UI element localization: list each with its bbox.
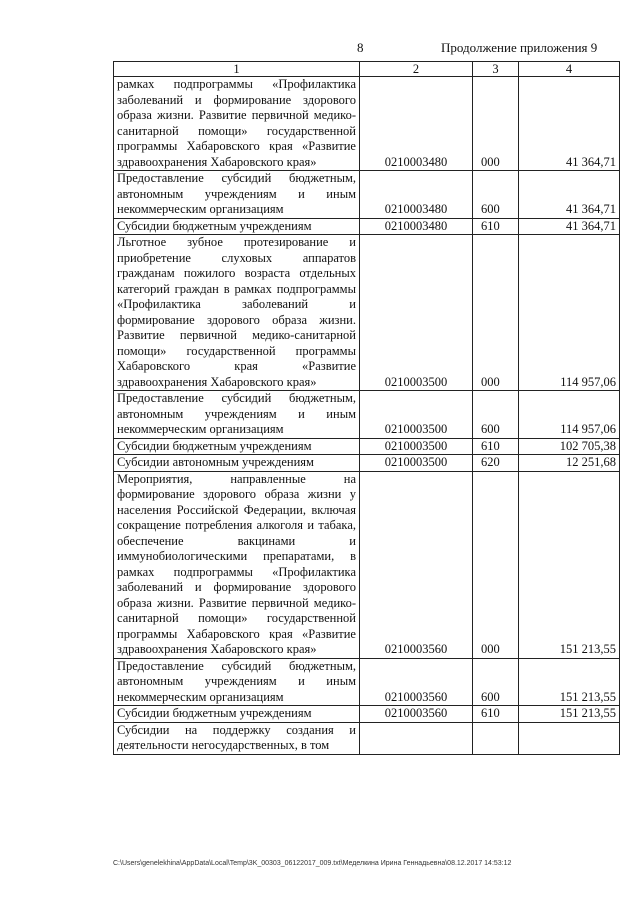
row-code bbox=[360, 722, 473, 754]
row-name: Предоставление субсидий бюджетным, автономным учреждениям и иным некоммерческим организациям bbox=[114, 391, 360, 439]
row-vr: 610 bbox=[473, 706, 519, 723]
table-row bbox=[114, 218, 620, 235]
row-name: Мероприятия, направленные на формирование здорового образа жизни у населения Российской Федерации, включая сокращение потребления алкоголя и табака, обеспечение вакцинами и иммунобиологическими препаратами, в рамках подпрограммы «Профилактика заболеваний и формирование здорового образа жизни. Развитие первичной медико-санитарной помощи» государственной программы Хабаровского края «Развитие здравоохранения Хабаровского края» bbox=[114, 471, 360, 658]
row-vr: 610 bbox=[473, 218, 519, 235]
row-vr: 000 bbox=[473, 471, 519, 658]
row-amount: 102 705,38 bbox=[519, 438, 620, 455]
row-amount: 151 213,55 bbox=[519, 706, 620, 723]
row-name: Субсидии автономным учреждениям bbox=[114, 455, 360, 472]
table-row bbox=[114, 171, 620, 219]
row-name: Субсидии на поддержку создания и деятельности негосударственных, в том bbox=[114, 722, 360, 754]
table-row bbox=[114, 471, 620, 658]
table-row bbox=[114, 391, 620, 439]
row-amount: 12 251,68 bbox=[519, 455, 620, 472]
column-header-2: 2 bbox=[360, 62, 473, 77]
row-amount: 41 364,71 bbox=[519, 77, 620, 171]
table-row bbox=[114, 658, 620, 706]
row-vr: 600 bbox=[473, 658, 519, 706]
column-header-1: 1 bbox=[114, 62, 360, 77]
row-name: Предоставление субсидий бюджетным, автономным учреждениям и иным некоммерческим организациям bbox=[114, 658, 360, 706]
row-name: Субсидии бюджетным учреждениям bbox=[114, 706, 360, 723]
row-amount: 41 364,71 bbox=[519, 218, 620, 235]
row-name: Льготное зубное протезирование и приобретение слуховых аппаратов гражданам пожилого возраста отдельных категорий граждан в рамках подпрограммы «Профилактика заболеваний и формирование здорового образа жизни. Развитие первичной медико-санитарной помощи» государственной программы Хабаровского края «Развитие здравоохранения Хабаровского края» bbox=[114, 235, 360, 391]
row-name: Субсидии бюджетным учреждениям bbox=[114, 218, 360, 235]
row-name: рамках подпрограммы «Профилактика заболеваний и формирование здорового образа жизни. Развитие первичной медико-санитарной помощи» государственной программы Хабаровского края «Развитие здравоохранения Хабаровского края» bbox=[114, 77, 360, 171]
table-row bbox=[114, 235, 620, 391]
row-vr: 610 bbox=[473, 438, 519, 455]
row-name: Субсидии бюджетным учреждениям bbox=[114, 438, 360, 455]
table-row bbox=[114, 77, 620, 171]
table-row bbox=[114, 706, 620, 723]
table-row bbox=[114, 438, 620, 455]
row-code: 0210003480 bbox=[360, 218, 473, 235]
row-code: 0210003480 bbox=[360, 171, 473, 219]
row-code: 0210003500 bbox=[360, 391, 473, 439]
row-code: 0210003560 bbox=[360, 706, 473, 723]
budget-table bbox=[113, 61, 620, 755]
table-header-row bbox=[114, 62, 620, 77]
table-row bbox=[114, 455, 620, 472]
row-amount: 114 957,06 bbox=[519, 391, 620, 439]
row-amount: 41 364,71 bbox=[519, 171, 620, 219]
row-amount: 151 213,55 bbox=[519, 658, 620, 706]
row-vr bbox=[473, 722, 519, 754]
row-code: 0210003500 bbox=[360, 235, 473, 391]
table-row bbox=[114, 722, 620, 754]
row-code: 0210003560 bbox=[360, 658, 473, 706]
row-vr: 600 bbox=[473, 391, 519, 439]
row-vr: 620 bbox=[473, 455, 519, 472]
column-header-4: 4 bbox=[519, 62, 620, 77]
row-amount bbox=[519, 722, 620, 754]
row-vr: 000 bbox=[473, 77, 519, 171]
continuation-note: Продолжение приложения 9 bbox=[441, 40, 598, 55]
row-vr: 600 bbox=[473, 171, 519, 219]
page-number: 8 bbox=[357, 40, 364, 55]
row-name: Предоставление субсидий бюджетным, автономным учреждениям и иным некоммерческим организациям bbox=[114, 171, 360, 219]
row-code: 0210003500 bbox=[360, 455, 473, 472]
row-vr: 000 bbox=[473, 235, 519, 391]
row-code: 0210003480 bbox=[360, 77, 473, 171]
column-header-3: 3 bbox=[473, 62, 519, 77]
row-amount: 151 213,55 bbox=[519, 471, 620, 658]
row-code: 0210003560 bbox=[360, 471, 473, 658]
row-amount: 114 957,06 bbox=[519, 235, 620, 391]
file-path-footer: C:\Users\genelekhina\AppData\Local\Temp\3K_00303_06122017_009.txt\Меделкина Ирина Геннадьевна\08.12.2017 14:53:12 bbox=[113, 860, 512, 867]
row-code: 0210003500 bbox=[360, 438, 473, 455]
